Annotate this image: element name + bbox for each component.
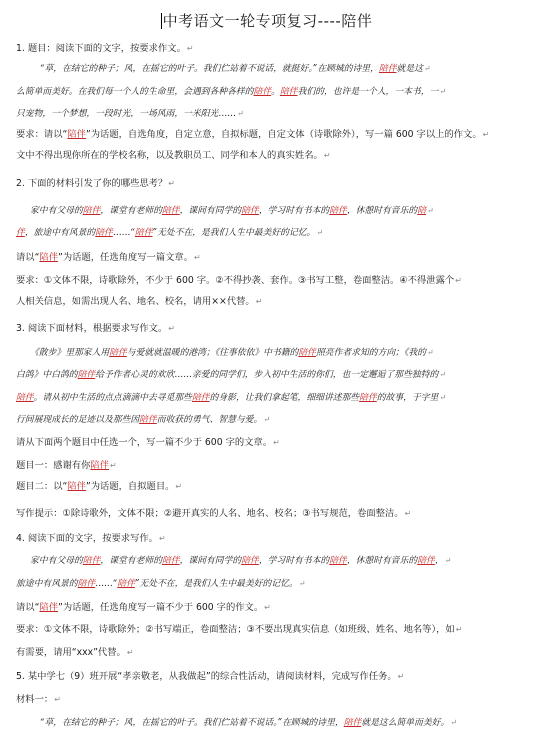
text-segment: 4. 阅读下面的文字，按要求写作。 [16,533,158,544]
text-segment: 有需要，请用“xxx”代替。 [16,647,126,658]
paragraph-mark-icon: ↵ [404,509,412,518]
text-segment: ，休憩时有音乐的 [346,556,418,566]
keyword-highlight: 陪伴 [117,579,135,589]
text-segment: 的故事，于字里 [376,393,439,403]
keyword-highlight: 陪伴 [253,87,272,97]
title-text: 中考语文一轮专项复习----陪伴 [162,12,373,30]
text-line [16,507,519,521]
keyword-highlight: 陪伴 [82,206,101,216]
keyword-highlight: 陪伴 [378,64,397,74]
text-segment: ，学习时有书本的 [258,206,330,216]
text-segment: 么简单而美好。在我们每一个人的生命里，会遇到各种各样的 [16,87,254,97]
keyword-highlight: 陪伴 [279,87,298,97]
paragraph-mark-icon: ↵ [236,109,244,118]
paragraph-mark-icon: ↵ [426,348,434,357]
text-segment: 照亮作者求知的方向；《我的 [315,348,426,358]
keyword-highlight: 陪伴 [67,129,86,140]
text-segment: ， [434,556,444,566]
paragraph-mark-icon: ↵ [168,179,175,188]
text-segment: 2. 下面的材料引发了你的哪些思考？ [16,178,168,189]
text-segment: 请以“ [16,602,40,613]
paragraph-mark-icon: ↵ [482,130,490,139]
text-segment: 我们的，也许是一个人，一本书，一 [297,87,439,97]
keyword-highlight: 陪伴 [343,718,362,728]
keyword-highlight: 陪伴 [359,393,377,403]
text-segment: “草，在结它的种子；风，在摇它的叶子。我们伫站着不说话。”在顾城的诗里， [40,718,344,728]
text-line [16,577,519,591]
paragraph-mark-icon: ↵ [168,324,175,333]
keyword-highlight: 陪伴 [298,348,316,358]
text-segment: 就是这么简单而美好。 [361,718,450,728]
text-line [16,532,519,546]
paragraph-mark-icon: ↵ [54,695,61,704]
keyword-highlight: 陪伴 [329,556,347,566]
keyword-highlight: 伴 [16,228,25,238]
paragraph-mark-icon: ↵ [316,228,324,237]
paragraph-mark-icon: ↵ [110,461,117,470]
paragraph-mark-icon: ↵ [455,276,462,285]
paragraph-mark-icon: ↵ [264,603,271,612]
text-segment: 行间展现成长的足迹以及那些因 [16,415,140,425]
text-line [16,693,519,707]
paragraph-mark-icon: ↵ [186,44,194,53]
text-segment: 的身影，让我们拿起笔，细细讲述那些 [209,393,360,403]
text-line [16,623,519,637]
text-segment: 请以“ [16,252,40,263]
keyword-highlight: 陪伴 [39,602,59,613]
text-line [30,204,519,218]
text-segment: “草，在结它的种子；风，在摇它的叶子。我们伫站着不说话，就挺好。”在顾城的诗里， [40,64,379,74]
paragraph-mark-icon: ↵ [255,297,263,306]
text-segment: 人相关信息，如需出现人名、地名、校名，请用××代替。 [16,296,255,307]
text-segment: 题目二：以“ [16,481,68,492]
keyword-highlight: 陪伴 [109,348,127,358]
keyword-highlight: 陪伴 [39,252,59,263]
text-segment: ”无处不在，是我们人生中最美好的记忆。 [152,228,316,238]
paragraph-mark-icon: ↵ [450,718,457,727]
keyword-highlight: 陪 [417,206,427,216]
text-segment: 只宠物，一个梦想，一段时光，一场风雨，一米阳光…… [16,109,236,119]
text-segment: ，学习时有书本的 [258,556,330,566]
keyword-highlight: 陪伴 [162,556,180,566]
text-line [16,480,519,494]
keyword-highlight: 陪伴 [77,579,96,589]
text-line [16,459,519,473]
text-segment: 而收获的勇气、智慧与爱。 [156,415,263,425]
paragraph-mark-icon: ↵ [263,415,271,424]
text-segment: ”为话题，自选角度，自定立意，自拟标题，自定文体（诗歌除外），写一篇 600 字以上的作文。 [85,129,482,140]
text-segment: ，休憩时有音乐的 [346,206,418,216]
paragraph-mark-icon: ↵ [175,482,183,491]
text-segment: 要求：①文体不限，诗歌除外；②书写端正，卷面整洁；③不要出现真实信息（如班级、姓名、地名等），如 [16,624,455,635]
keyword-highlight: 陪伴 [191,393,210,403]
keyword-highlight: 陪伴 [162,206,180,216]
text-segment: 5. 某中学七（9）班开展“孝亲敬老，从我做起”的综合性活动，请阅读材料，完成写作任务。 [16,671,397,682]
text-segment: ，旅途中有风景的 [24,228,96,238]
text-line [16,85,519,99]
text-segment: 家中有父母的 [30,556,83,566]
text-line [16,149,519,163]
text-segment: ，课间有同学的 [179,206,242,216]
text-line [16,128,519,142]
text-line [30,346,519,360]
paragraph-mark-icon: ↵ [158,534,166,543]
paragraph-mark-icon: ↵ [298,579,306,588]
text-line [16,322,519,336]
text-segment: ”为话题，任选角度写一篇不少于 600 字的作文。 [58,602,264,613]
text-segment: ，课堂有老师的 [100,556,162,566]
text-segment: 旅途中有风景的 [16,579,78,589]
paragraph-mark-icon: ↵ [439,393,447,402]
paragraph-mark-icon: ↵ [423,64,431,73]
text-segment: 。请从初中生活的点点滴滴中去寻觅那些 [33,393,192,403]
text-line [16,107,519,121]
text-segment: ，课堂有老师的 [100,206,162,216]
text-segment: 要求：①文体不限，诗歌除外，不少于 600 字。②不得抄袭、套作。③书写工整，卷面整洁。④不得泄露个 [16,275,455,286]
text-line [16,436,519,450]
text-segment: 家中有父母的 [30,206,83,216]
paragraph-mark-icon: ↵ [323,151,331,160]
text-segment: 与爱就就温暖的港湾；《往事依依》中书籍的 [126,348,299,358]
paragraph-mark-icon: ↵ [427,206,434,215]
text-segment: 请从下面两个题目中任选一个，写一篇不少于 600 字的文章。 [16,437,273,448]
paragraph-mark-icon: ↵ [397,672,405,681]
text-segment: ”为话题，自拟题目。 [85,481,175,492]
text-line [16,391,519,405]
text-line [16,42,519,56]
keyword-highlight: 陪伴 [241,206,259,216]
text-line [16,226,519,240]
paragraph-mark-icon: ↵ [439,87,447,96]
text-segment: 。 [271,87,280,97]
text-segment: ……“ [95,579,118,589]
keyword-highlight: 陪伴 [95,228,113,238]
text-line [16,274,519,288]
keyword-highlight: 陪伴 [139,415,157,425]
text-segment: 3. 阅读下面材料，根据要求写作文。 [16,323,168,334]
paragraph-mark-icon: ↵ [126,648,134,657]
text-line [16,368,519,382]
text-line [16,646,519,660]
paragraph-mark-icon: ↵ [273,438,280,447]
text-segment: 《散步》里那家人用 [30,348,110,358]
keyword-highlight: 陪伴 [134,228,153,238]
text-line [30,554,519,568]
text-segment: ，课间有同学的 [179,556,242,566]
document-title [0,10,533,31]
text-line [16,413,519,427]
text-segment: 要求：请以“ [16,129,68,140]
paragraph-mark-icon: ↵ [455,625,463,634]
text-segment: 就是这 [396,64,423,74]
paragraph-mark-icon: ↵ [194,253,201,262]
text-segment: 文中不得出现你所在的学校名称，以及教职员工、同学和本人的真实姓名。 [16,150,323,161]
text-line [16,251,519,265]
text-line [40,716,519,730]
keyword-highlight: 陪伴 [241,556,259,566]
text-segment: ”为话题，任选角度写一篇文章。 [58,252,194,263]
text-segment: 1. 题目：阅读下面的文字，按要求作文。 [16,43,186,54]
text-segment: 白鸽》中白鸽的 [16,370,78,380]
keyword-highlight: 陪伴 [90,460,109,471]
keyword-highlight: 陪伴 [16,393,34,403]
text-segment: ……“ [112,228,135,238]
text-segment: 题目一：感谢有你 [16,460,91,471]
paragraph-mark-icon: ↵ [444,556,452,565]
text-line [16,177,519,191]
keyword-highlight: 陪伴 [82,556,101,566]
keyword-highlight: 陪伴 [67,481,86,492]
keyword-highlight: 陪伴 [417,556,435,566]
text-segment: 材料一： [16,694,54,705]
text-segment: 给予作者心灵的欢欣……亲爱的同学们，步入初中生活的你们，也一定邂逅了那些独特的 [95,370,439,380]
keyword-highlight: 陪伴 [329,206,347,216]
text-line [16,295,519,309]
text-segment: 写作提示：①除诗歌外，文体不限；②避开真实的人名、地名、校名；③书写规范，卷面整洁。 [16,508,404,519]
paragraph-mark-icon: ↵ [439,370,446,379]
text-line [40,62,519,76]
text-line [16,601,519,615]
text-cursor [161,13,162,29]
text-line [16,670,519,684]
keyword-highlight: 陪伴 [77,370,96,380]
text-segment: ”无处不在，是我们人生中最美好的记忆。 [134,579,298,589]
